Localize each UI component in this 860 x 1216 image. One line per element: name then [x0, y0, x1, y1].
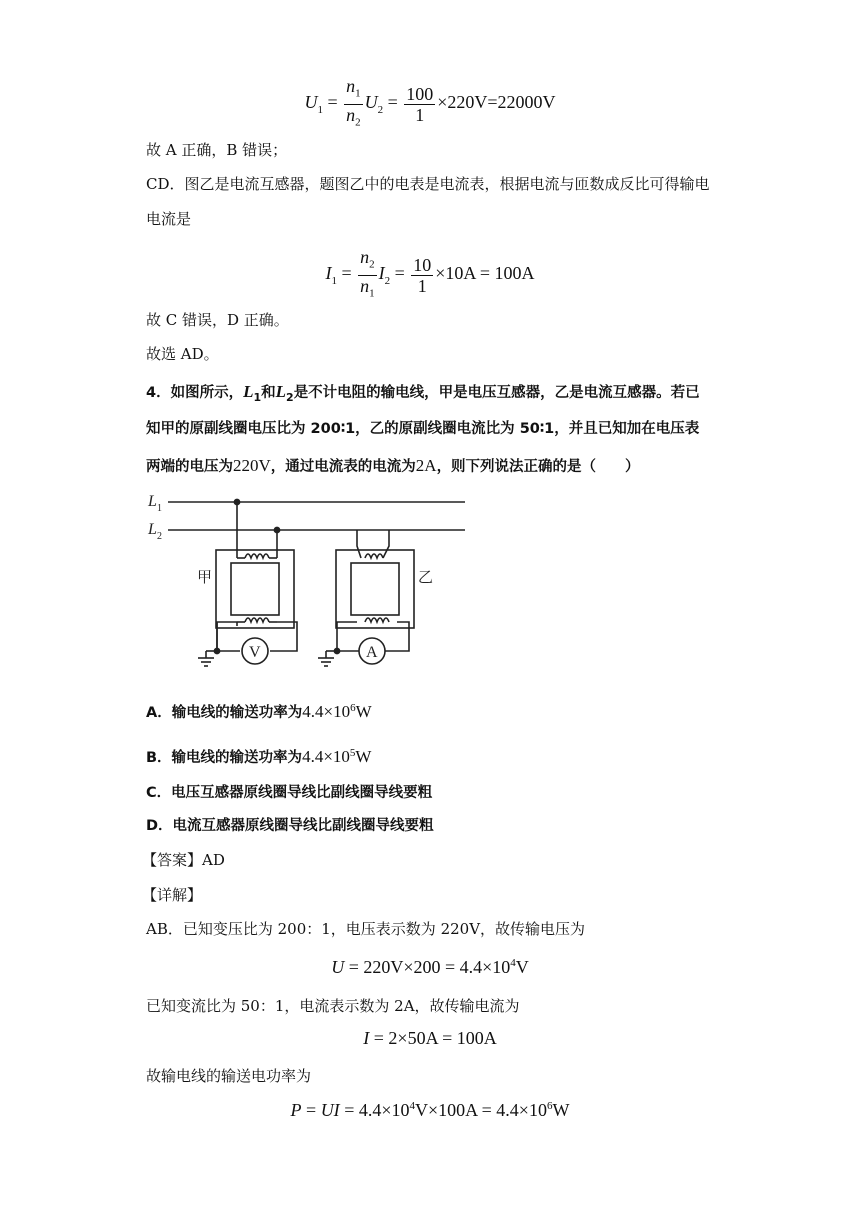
- diagram-label-yi: 乙: [418, 568, 434, 586]
- option-a: [146, 697, 372, 724]
- eq5-lhs: P: [290, 1100, 302, 1120]
- eq5-mid2: V×100A = 4.4×10: [415, 1100, 547, 1120]
- eq1-rhs: ×220V=22000V: [437, 92, 556, 113]
- question-l2: L: [275, 382, 287, 401]
- text-line-c: 故 C 错误，D 正确。: [146, 311, 289, 329]
- eq1-mid: U: [364, 92, 378, 113]
- text-line-power: 故输电线的输送电功率为: [146, 1067, 312, 1085]
- eq5-unit: W: [552, 1100, 570, 1120]
- eq3-mid: = 220V×200 = 4.4×10: [344, 957, 511, 977]
- eq1-fraction-ratio: [404, 84, 435, 125]
- eq2-rhs: ×10A = 100A: [435, 263, 535, 284]
- ammeter-label: A: [366, 644, 378, 661]
- voltage-transformer-jia: [198, 502, 297, 666]
- text-line-a: 故 A 正确，B 错误；: [146, 141, 288, 159]
- eq2-mid: I: [378, 263, 385, 284]
- question-p1b: 和: [261, 385, 276, 401]
- eq4-lhs: I: [363, 1028, 370, 1048]
- eq2-num-sub: 2: [369, 258, 375, 271]
- question-p3c: ，则下列说法正确的是（ ）: [436, 459, 640, 475]
- eq5-ui: UI: [320, 1100, 340, 1120]
- equation-p: [0, 1100, 860, 1121]
- text-line-select: 故选 AD。: [146, 345, 219, 363]
- eq2-den-sub: 1: [369, 287, 375, 300]
- eq1-den-sub: 2: [355, 116, 361, 129]
- eq3-lhs: U: [331, 957, 345, 977]
- eq1-num-sub: 1: [355, 87, 361, 100]
- eq2-fraction-turns: [358, 247, 377, 303]
- option-a-value: 4.4×10: [302, 701, 351, 721]
- current-transformer-yi: [318, 530, 414, 666]
- diagram-label-l2: L: [148, 521, 157, 538]
- eq2-fraction-ratio: [411, 255, 433, 296]
- option-b-unit: W: [355, 746, 372, 766]
- question-p1c: 是不计电阻的输电线，甲是电压互感器，乙是电流互感器。若已: [293, 385, 700, 401]
- eq3-unit: V: [515, 957, 529, 977]
- diagram-label-l1-sub: 1: [157, 503, 162, 514]
- transformer-circuit-diagram: [140, 486, 480, 676]
- answer-value: AD: [202, 851, 225, 869]
- diagram-label-l1: L: [148, 493, 157, 510]
- eq1-frac2-num: 100: [406, 83, 434, 104]
- eq2-lhs-sub: 1: [331, 274, 337, 287]
- question-p3b: ，通过电流表的电流为: [270, 459, 416, 475]
- question-p3i: 2A: [415, 456, 437, 475]
- option-c: C．电压互感器原线圈导线比副线圈导线要粗: [146, 785, 433, 801]
- eq5-exp2: 6: [546, 1100, 553, 1112]
- answer-label: 【答案】: [142, 851, 203, 869]
- eq1-fraction-turns: [344, 76, 363, 132]
- eq1-lhs: U: [304, 92, 318, 113]
- eq2-lhs: I: [325, 263, 332, 284]
- voltmeter-label: V: [249, 644, 261, 661]
- equation-i1: $I_1$ = $\frac{n_2}{n_1}$ $I_2$ = $\frac{10}{1}$ ×10A = 100A: [0, 247, 860, 303]
- option-d: D．电流互感器原线圈导线比副线圈导线要粗: [146, 818, 434, 834]
- eq1-mid-sub: 2: [377, 103, 384, 116]
- eq5-mid: = 4.4×10: [339, 1100, 410, 1120]
- eq2-frac2-num: 10: [413, 254, 432, 275]
- eq2-mid-sub: 2: [384, 274, 391, 287]
- question-p3a: 两端的电压为: [146, 459, 233, 475]
- eq1-den: n: [346, 104, 356, 125]
- text-line-cd2: 电流是: [146, 210, 192, 228]
- eq2-frac2-den: 1: [417, 275, 427, 296]
- question-l1: L: [243, 382, 254, 401]
- eq1-frac2-den: 1: [415, 104, 425, 125]
- question-line-3: [146, 455, 640, 478]
- eq2-den: n: [360, 275, 370, 296]
- equation-i: [0, 1028, 860, 1049]
- diagram-label-jia: 甲: [197, 568, 213, 586]
- eq1-lhs-sub: 1: [317, 103, 323, 116]
- option-b-exponent: 5: [349, 747, 356, 759]
- question-l1-sub: 1: [253, 390, 262, 404]
- question-line-1: [146, 381, 700, 409]
- option-a-exponent: 6: [350, 702, 356, 714]
- eq5-exp: 4: [409, 1100, 415, 1112]
- text-line-cd1: CD．图乙是电流互感器，题图乙中的电表是电流表，根据电流与匝数成反比可得输电: [146, 175, 710, 193]
- option-a-unit: W: [355, 701, 372, 721]
- text-line-current: 已知变流比为 50：1，电流表示数为 2A，故传输电流为: [146, 997, 520, 1015]
- eq4-rhs: = 2×50A = 100A: [369, 1028, 497, 1048]
- eq3-exp: 4: [510, 957, 516, 969]
- eq1-num: n: [346, 76, 356, 96]
- diagram-label-l2-sub: 2: [157, 531, 162, 542]
- option-a-text: A．输电线的输送功率为: [146, 704, 303, 721]
- option-b-text: B．输电线的输送功率为: [146, 749, 303, 766]
- eq5-eq: =: [301, 1100, 321, 1120]
- option-b: [146, 742, 371, 769]
- question-p3v: 220V: [233, 456, 271, 475]
- equation-u1: $U_1$ = $\frac{n_1}{n_2}$ $U_2$ = $\frac{100}{1}$ ×220V=22000V: [0, 76, 860, 132]
- answer-line: [142, 849, 225, 871]
- question-l2-sub: 2: [286, 390, 294, 404]
- option-b-value: 4.4×10: [302, 746, 350, 766]
- detail-label: 【详解】: [142, 886, 203, 904]
- question-p1a: 4．如图所示，: [146, 385, 244, 401]
- equation-u: [0, 957, 860, 978]
- text-line-ab: AB．已知变压比为 200：1，电压表示数为 220V，故传输电压为: [146, 920, 586, 938]
- question-line-2: 知甲的原副线圈电压比为 200∶1，乙的原副线圈电流比为 50∶1，并且已知加在电压表: [146, 421, 700, 437]
- eq2-num: n: [360, 247, 370, 267]
